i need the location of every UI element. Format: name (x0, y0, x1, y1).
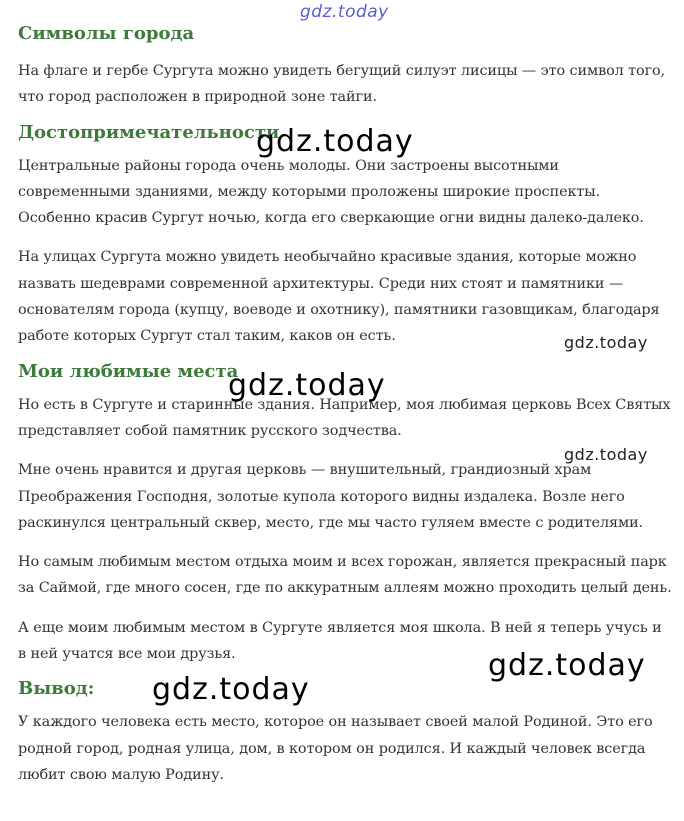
watermark: gdz.today (564, 333, 648, 352)
paragraph: А еще моим любимым местом в Сургуте является моя школа. В ней я теперь учусь и в ней учатся все мои друзья. (18, 619, 662, 663)
watermark: gdz.today (256, 124, 414, 159)
watermark: gdz.today (228, 368, 386, 403)
paragraph: Но есть в Сургуте и старинные здания. Например, моя любимая церковь Всех Святых представляет собой памятник русского зодчества. (18, 396, 671, 439)
watermark: gdz.today (152, 672, 310, 707)
section-heading-landmarks: Достопримечательности (18, 121, 280, 143)
section-heading-favorite-places: Мои любимые места (18, 360, 239, 382)
section-heading-symbols: Символы города (18, 23, 195, 44)
paragraph: Но самым любимым местом отдыха моим и всех горожан, является прекрасный парк за Саймой, где много сосен, где по аккуратным аллеям можно проходить целый день. (18, 554, 672, 597)
watermark: gdz.today (488, 648, 646, 683)
paragraph: Центральные районы города очень молоды. Они застроены высотными современными зданиями, между которыми проложены широкие проспекты. Особенно красив Сургут ночью, когда его сверкающие огни видны далеко-далеко. (18, 157, 644, 227)
paragraph: Мне очень нравится и другая церковь — внушительный, грандиозный храм Преображения Господня, золотые купола которого видны издалека. Возле него раскинулся центральный сквер, место, где мы часто гуляем вместе с родителями. (18, 462, 644, 531)
section-heading-conclusion: Вывод: (18, 678, 95, 700)
paragraph: У каждого человека есть место, которое он называет своей малой Родиной. Это его родной город, родная улица, дом, в котором он родился. И каждый человек всегда любит свою малую Родину. (18, 714, 653, 783)
watermark: gdz.today (564, 445, 648, 464)
paragraph: На флаге и гербе Сургута можно увидеть бегущий силуэт лисицы — это символ того, что город расположен в природной зоне тайги. (18, 63, 666, 106)
paragraph: На улицах Сургута можно увидеть необычайно красивые здания, которые можно назвать шедеврами современной архитектуры. Среди них стоят и памятники — основателям города (купцу, воеводе и охотнику), памятники газовщикам, благодаря работе которых Сургут стал таким, каков он есть. (18, 249, 660, 345)
watermark: gdz.today (300, 2, 389, 22)
